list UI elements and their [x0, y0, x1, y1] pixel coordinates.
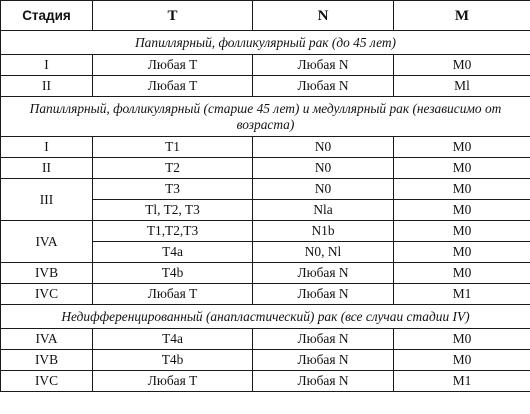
- stage-cell: I: [1, 55, 93, 76]
- m-cell: M0: [394, 221, 530, 242]
- stage-cell: II: [1, 158, 93, 179]
- m-cell: M0: [394, 55, 530, 76]
- t-cell: T4a: [93, 242, 253, 263]
- m-cell: M0: [394, 350, 530, 371]
- section-row: [1, 31, 530, 55]
- m-cell: M0: [394, 137, 530, 158]
- stage-cell: IVC: [1, 284, 93, 305]
- table-row: [1, 221, 530, 242]
- t-cell: Любая T: [93, 371, 253, 392]
- m-cell: M0: [394, 242, 530, 263]
- table-row: [1, 263, 530, 284]
- header-n: N: [253, 1, 394, 31]
- stage-cell: IVA: [1, 329, 93, 350]
- t-cell: T2: [93, 158, 253, 179]
- table-row: [1, 158, 530, 179]
- stage-cell: IVC: [1, 371, 93, 392]
- stage-cell: IVB: [1, 350, 93, 371]
- section-title: Папиллярный, фолликулярный (старше 45 лет) и медуллярный рак (независимо от возраста): [1, 97, 530, 137]
- table-row: [1, 284, 530, 305]
- header-row: [1, 1, 530, 31]
- header-m: M: [394, 1, 530, 31]
- stage-cell: IVA: [1, 221, 93, 263]
- m-cell: M0: [394, 329, 530, 350]
- n-cell: N0: [253, 158, 394, 179]
- stage-cell: III: [1, 179, 93, 221]
- section-row: [1, 305, 530, 329]
- n-cell: N0: [253, 179, 394, 200]
- n-cell: Любая N: [253, 329, 394, 350]
- n-cell: N0: [253, 137, 394, 158]
- table-row: [1, 329, 530, 350]
- t-cell: T3: [93, 179, 253, 200]
- stage-cell: IVB: [1, 263, 93, 284]
- n-cell: Любая N: [253, 350, 394, 371]
- t-cell: T4b: [93, 263, 253, 284]
- n-cell: Nla: [253, 200, 394, 221]
- header-t: T: [93, 1, 253, 31]
- n-cell: Любая N: [253, 263, 394, 284]
- stage-cell: II: [1, 76, 93, 97]
- m-cell: M0: [394, 179, 530, 200]
- m-cell: M0: [394, 200, 530, 221]
- table-row: [1, 179, 530, 200]
- table-row: [1, 76, 530, 97]
- m-cell: Ml: [394, 76, 530, 97]
- t-cell: T1,T2,T3: [93, 221, 253, 242]
- t-cell: T4b: [93, 350, 253, 371]
- n-cell: Любая N: [253, 76, 394, 97]
- table-row: [1, 137, 530, 158]
- m-cell: M0: [394, 263, 530, 284]
- n-cell: Любая N: [253, 371, 394, 392]
- stage-cell: I: [1, 137, 93, 158]
- t-cell: Любая T: [93, 55, 253, 76]
- m-cell: M0: [394, 158, 530, 179]
- header-stage: Стадия: [1, 1, 93, 31]
- table-row: [1, 371, 530, 392]
- m-cell: M1: [394, 284, 530, 305]
- m-cell: M1: [394, 371, 530, 392]
- section-title: Недифференцированный (анапластический) рак (все случаи стадии IV): [1, 305, 530, 329]
- table-row: [1, 55, 530, 76]
- n-cell: Любая N: [253, 55, 394, 76]
- table-row: [1, 350, 530, 371]
- n-cell: N0, Nl: [253, 242, 394, 263]
- n-cell: N1b: [253, 221, 394, 242]
- n-cell: Любая N: [253, 284, 394, 305]
- t-cell: Любая T: [93, 76, 253, 97]
- section-row: [1, 97, 530, 137]
- t-cell: Любая T: [93, 284, 253, 305]
- t-cell: T1: [93, 137, 253, 158]
- t-cell: T4a: [93, 329, 253, 350]
- t-cell: Tl, T2, T3: [93, 200, 253, 221]
- section-title: Папиллярный, фолликулярный рак (до 45 лет): [1, 31, 530, 55]
